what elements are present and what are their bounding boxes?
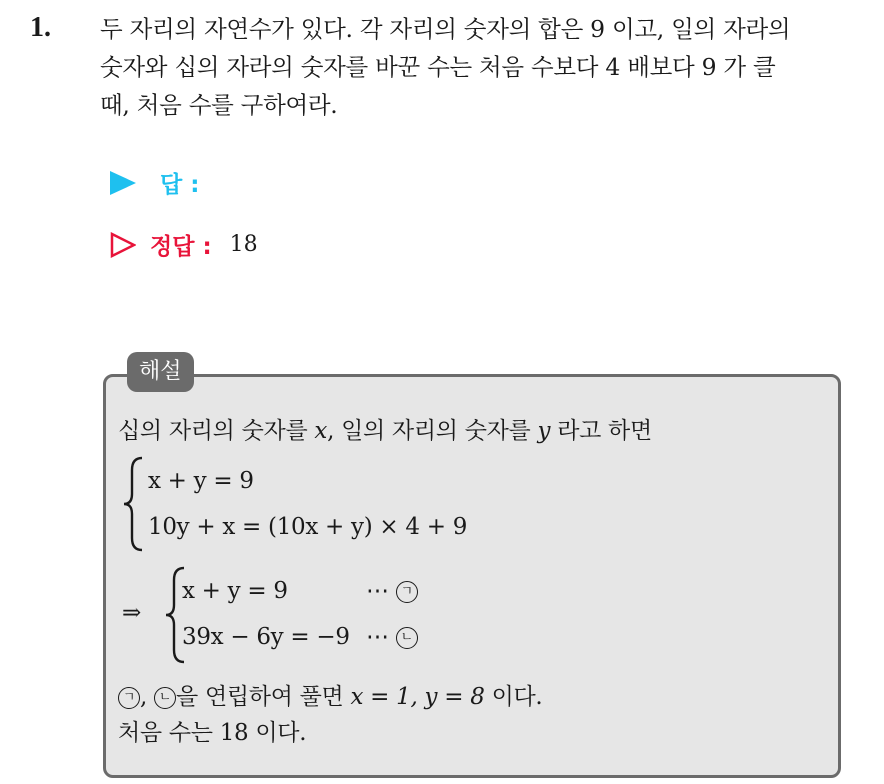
equation-1b: 10y + x = (10x + y) × 4 + 9: [148, 514, 468, 540]
implies-arrow: ⇒: [122, 600, 141, 626]
solution-solve-line: ㄱ , ㄴ 을 연립하여 풀면 x = 1, y = 8 이다.: [118, 678, 542, 711]
answer-label: 답 :: [160, 172, 200, 198]
question-number: 1.: [30, 12, 51, 43]
outline-triangle-icon: [110, 232, 136, 258]
equation-1a: x + y = 9: [148, 468, 254, 494]
left-brace-icon: [120, 456, 148, 552]
correct-answer-row: [110, 228, 258, 261]
question-line: 때, 처음 수를 구하여라.: [100, 91, 338, 119]
circled-giyeok-icon: ㄱ: [118, 687, 140, 709]
equation-2a-mark: ⋯ ㄱ: [366, 578, 418, 604]
var-x: x: [314, 418, 328, 444]
answer-blank-row: [110, 166, 199, 199]
circled-giyeok-icon: ㄱ: [396, 581, 418, 603]
equation-2a: x + y = 9: [182, 578, 288, 604]
question-text: [100, 10, 870, 124]
var-y: y: [537, 418, 551, 444]
question-line: 숫자와 십의 자라의 숫자를 바꾼 수는 처음 수보다 4 배보다 9 가 클: [100, 53, 776, 81]
solution-result: x = 1, y = 8: [350, 684, 485, 710]
correct-answer-label: 정답 :: [150, 234, 212, 260]
solution-final: 처음 수는 18 이다.: [118, 720, 307, 746]
circled-nieun-icon: ㄴ: [396, 627, 418, 649]
circled-nieun-icon: ㄴ: [154, 687, 176, 709]
equation-2b-mark: ⋯ ㄴ: [366, 624, 418, 650]
question-line: 두 자리의 자연수가 있다. 각 자리의 숫자의 합은 9 이고, 일의 자라의: [100, 15, 791, 43]
play-triangle-icon: [110, 171, 136, 195]
equation-2b: 39x − 6y = −9: [182, 624, 350, 650]
solution-tag: 해설: [127, 352, 194, 392]
correct-answer-value: 18: [229, 232, 258, 257]
solution-intro: 십의 자리의 숫자를 x, 일의 자리의 숫자를 y 라고 하면: [118, 418, 652, 444]
